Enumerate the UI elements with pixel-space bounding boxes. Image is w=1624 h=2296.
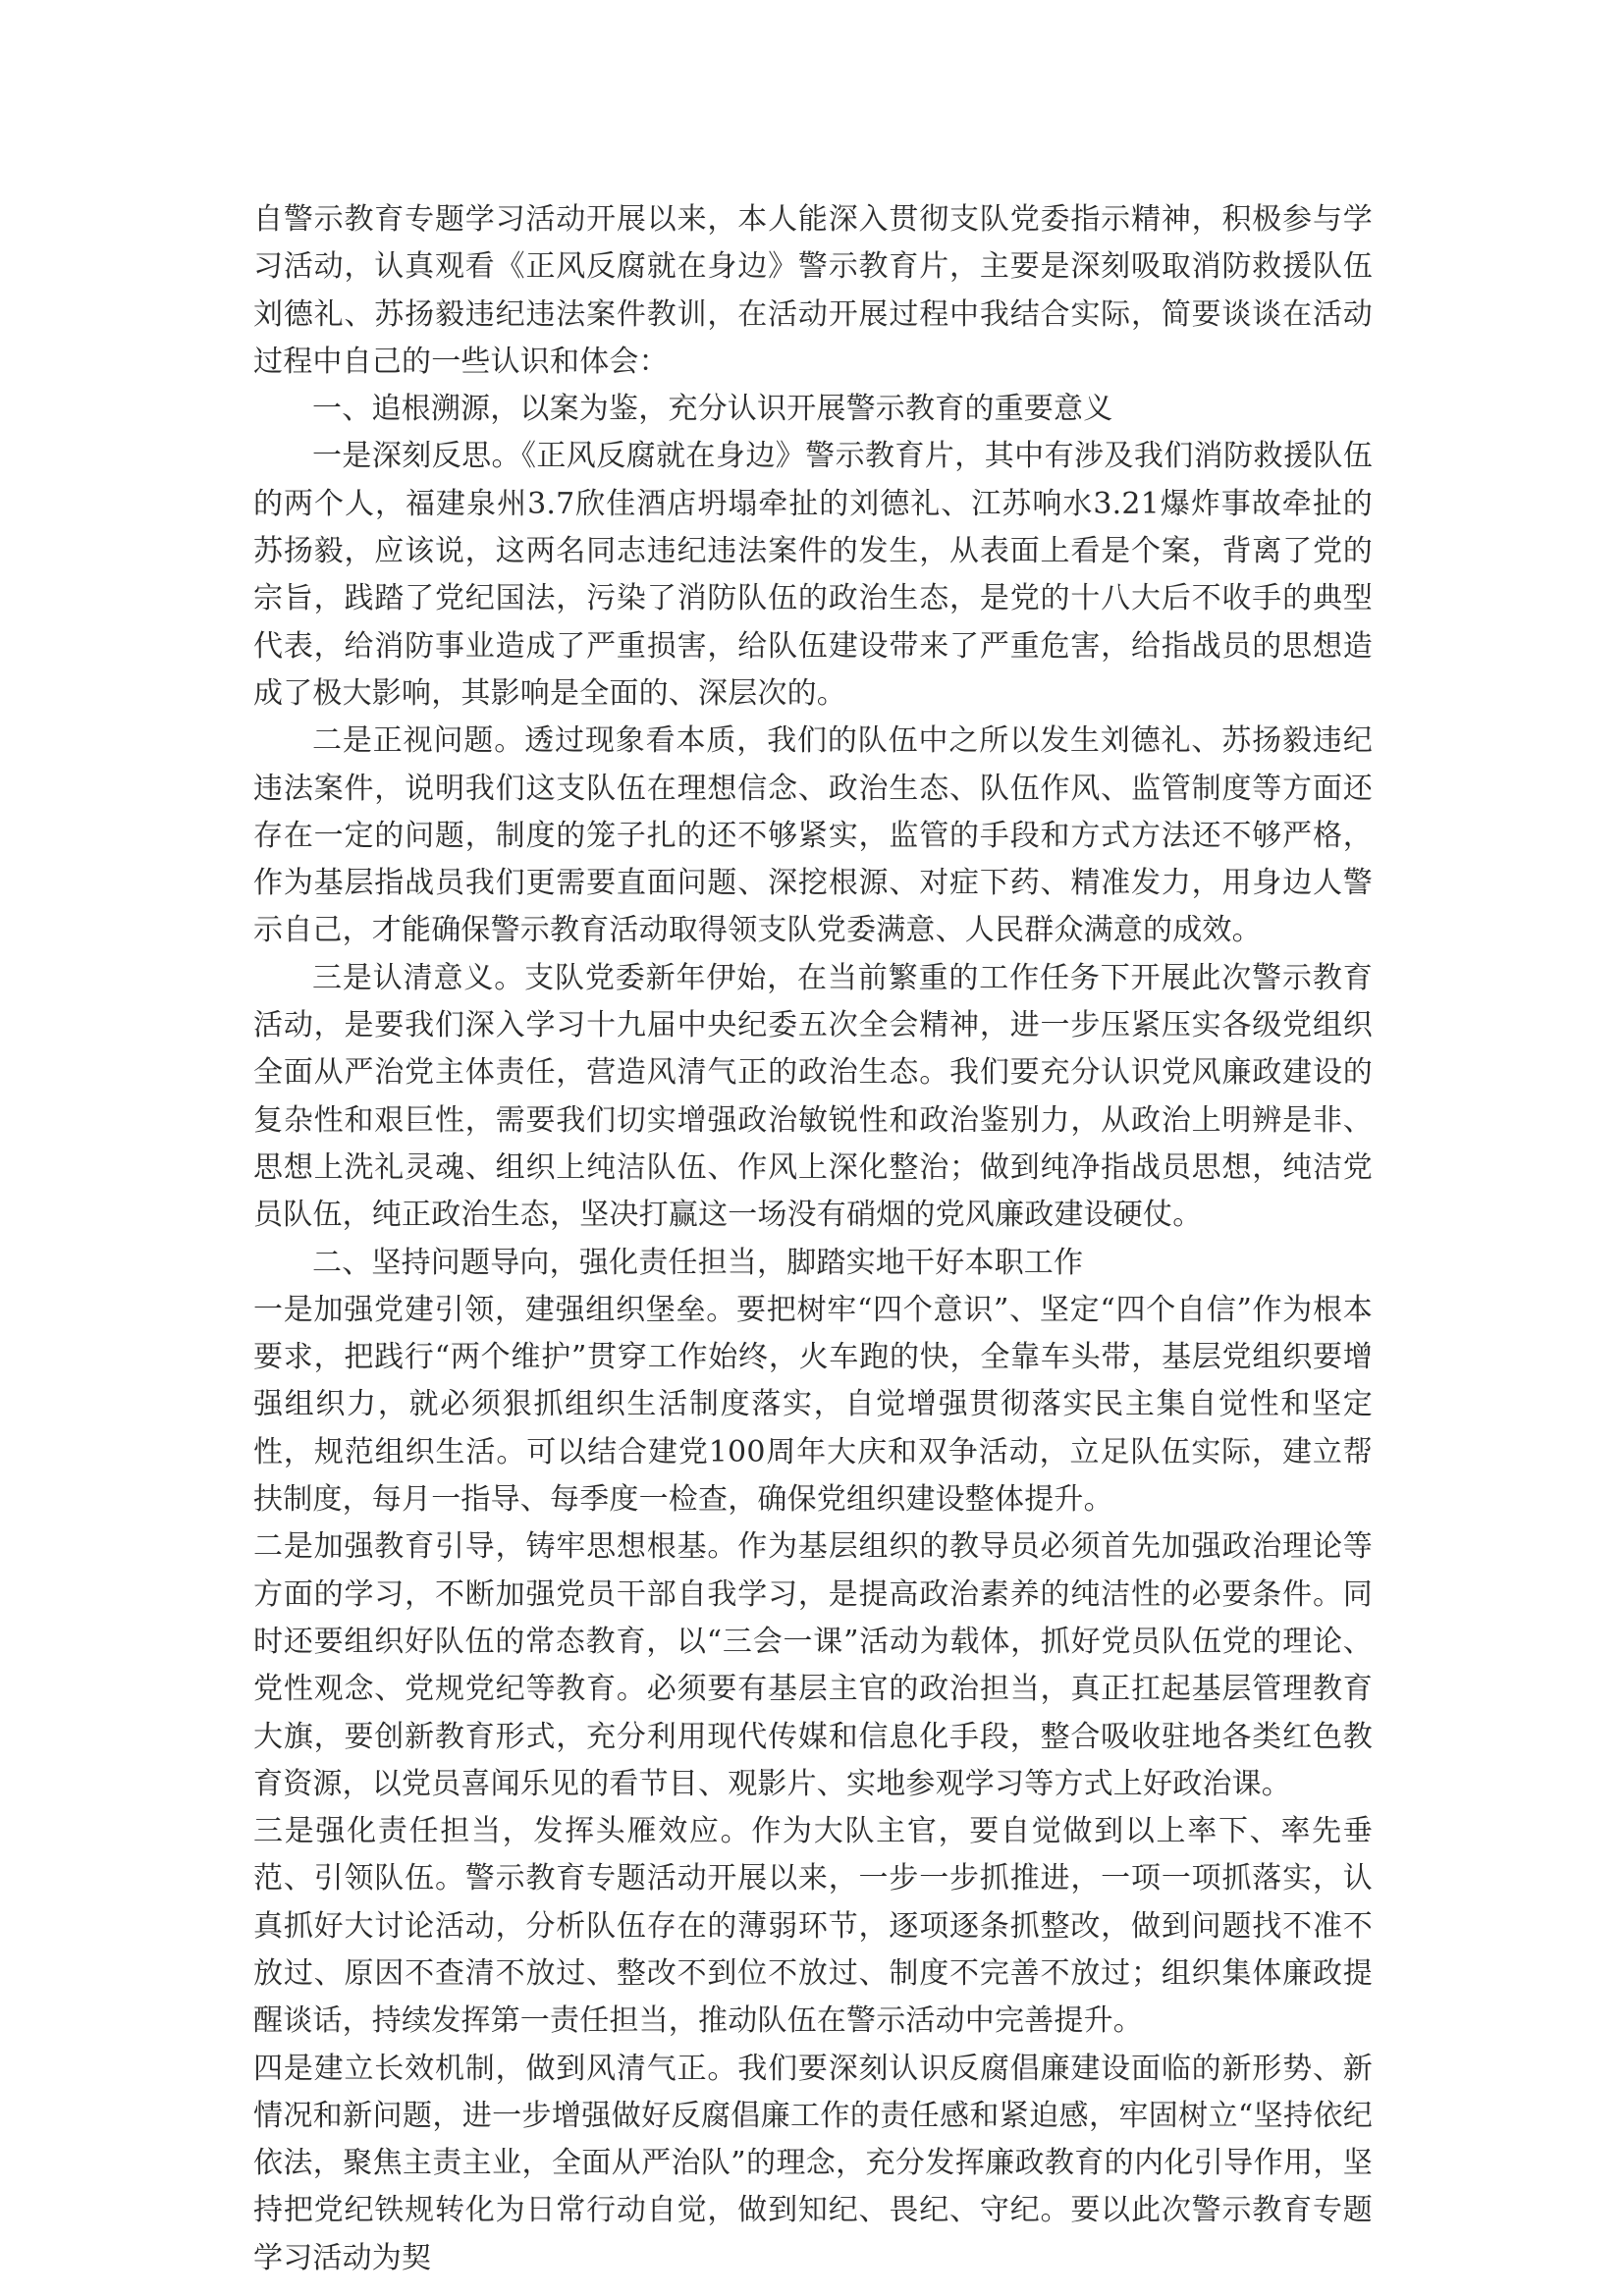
paragraph-mechanism: 四是建立长效机制，做到风清气正。我们要深刻认识反腐倡廉建设面临的新形势、新情况和新问题，进一步增强做好反腐倡廉工作的责任感和紧迫感，牢固树立“坚持依纪依法，聚焦主责主业，全面从严治队”的理念，充分发挥廉政教育的内化引导作用，坚持把党纪铁规转化为日常行动自觉，做到知纪、畏纪、守纪。要以此次警示教育专题学习活动为契 [253, 2051, 1373, 2275]
paragraph-responsibility: 三是强化责任担当，发挥头雁效应。作为大队主官，要自觉做到以上率下、率先垂范、引领队伍。警示教育专题活动开展以来，一步一步抓推进，一项一项抓落实，认真抓好大讨论活动，分析队伍存在的薄弱环节，逐项逐条抓整改，做到问题找不准不放过、原因不查清不放过、整改不到位不放过、制度不完善不放过；组织集体廉政提醒谈话，持续发挥第一责任担当，推动队伍在警示活动中完善提升。 [253, 1814, 1373, 2039]
section-heading-2: 二、坚持问题导向，强化责任担当，脚踏实地干好本职工作 [312, 1245, 1084, 1280]
paragraph-party-building: 一是加强党建引领，建强组织堡垒。要把树牢“四个意识”、坚定“四个自信”作为根本要求，把践行“两个维护”贯穿工作始终，火车跑的快，全靠车头带，基层党组织要增强组织力，就必须狠抓组织生活制度落实，自觉增强贯彻落实民主集自觉性和坚定性，规范组织生活。可以结合建党100周年大庆和双争活动，立足队伍实际，建立帮扶制度，每月一指导、每季度一检查，确保党组织建设整体提升。 [253, 1292, 1373, 1518]
paragraph-education: 二是加强教育引导，铸牢思想根基。作为基层组织的教导员必须首先加强政治理论等方面的学习，不断加强党员干部自我学习，是提高政治素养的纯洁性的必要条件。同时还要组织好队伍的常态教育，以“三会一课”活动为载体，抓好党员队伍党的理论、党性观念、党规党纪等教育。必须要有基层主官的政治担当，真正扛起基层管理教育大旗，要创新教育形式，充分利用现代传媒和信息化手段，整合吸收驻地各类红色教育资源，以党员喜闻乐见的看节目、观影片、实地参观学习等方式上好政治课。 [253, 1529, 1373, 1801]
paragraph-intro: 自警示教育专题学习活动开展以来，本人能深入贯彻支队党委指示精神，积极参与学习活动，认真观看《正风反腐就在身边》警示教育片，主要是深刻吸取消防救援队伍刘德礼、苏扬毅违纪违法案件教训，在活动开展过程中我结合实际，简要谈谈在活动过程中自己的一些认识和体会： [253, 202, 1373, 379]
document-body [253, 196, 1373, 2282]
paragraph-face-problems: 二是正视问题。透过现象看本质，我们的队伍中之所以发生刘德礼、苏扬毅违纪违法案件，说明我们这支队伍在理想信念、政治生态、队伍作风、监管制度等方面还存在一定的问题，制度的笼子扎的还不够紧实，监管的手段和方式方法还不够严格，作为基层指战员我们更需要直面问题、深挖根源、对症下药、精准发力，用身边人警示自己，才能确保警示教育活动取得领支队党委满意、人民群众满意的成效。 [253, 723, 1373, 948]
section-heading-1: 一、追根溯源，以案为鉴，充分认识开展警示教育的重要意义 [312, 392, 1113, 427]
paragraph-significance: 三是认清意义。支队党委新年伊始，在当前繁重的工作任务下开展此次警示教育活动，是要我们深入学习十九届中央纪委五次全会精神，进一步压紧压实各级党组织全面从严治党主体责任，营造风清气正的政治生态。我们要充分认识党风廉政建设的复杂性和艰巨性，需要我们切实增强政治敏锐性和政治鉴别力，从政治上明辨是非、思想上洗礼灵魂、组织上纯洁队伍、作风上深化整治；做到纯净指战员思想，纯洁党员队伍，纯正政治生态，坚决打赢这一场没有硝烟的党风廉政建设硬仗。 [253, 960, 1373, 1233]
paragraph-reflection: 一是深刻反思。《正风反腐就在身边》警示教育片，其中有涉及我们消防救援队伍的两个人，福建泉州3.7欣佳酒店坍塌牵扯的刘德礼、江苏响水3.21爆炸事故牵扯的苏扬毅，应该说，这两名同志违纪违法案件的发生，从表面上看是个案，背离了党的宗旨，践踏了党纪国法，污染了消防队伍的政治生态，是党的十八大后不收手的典型代表，给消防事业造成了严重损害，给队伍建设带来了严重危害，给指战员的思想造成了极大影响，其影响是全面的、深层次的。 [253, 439, 1373, 711]
